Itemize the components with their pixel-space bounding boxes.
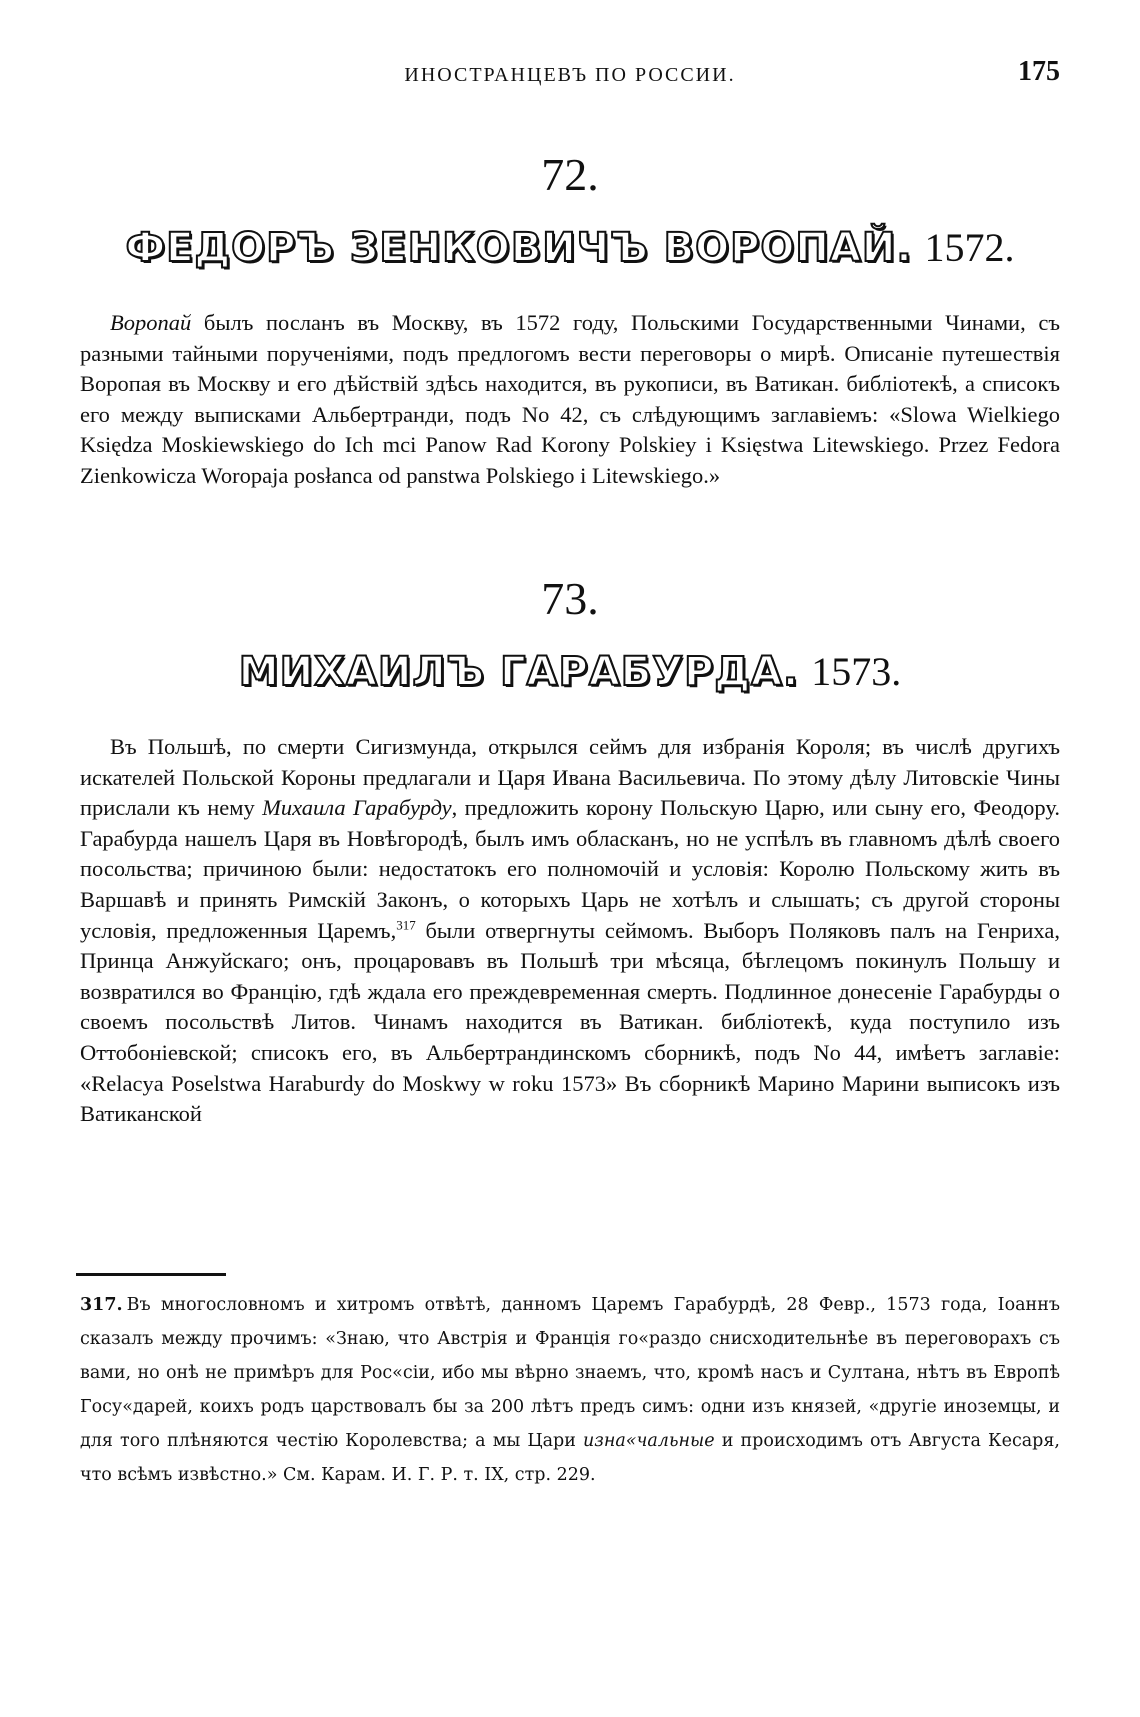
footnote-reference[interactable]: 317 [396, 917, 416, 933]
section-number-72: 72. [541, 149, 599, 200]
section-year-72: 1572. [924, 225, 1015, 270]
footnote-text-1: Въ многословномъ и хитромъ отвѣтѣ, данномъ Царемъ Гарабурдѣ, 28 Февр., 1573 года, Іоаннъ сказалъ между прочимъ: «Знаю, что Австрія и Франція го«раздо снисходительнѣе въ переговорахъ съ вами, но онѣ не примѣръ для Рос«сіи, ибо мы вѣрно знаемъ, что, кромѣ насъ и Султана, нѣтъ въ Европѣ Госу«дарей, коихъ родъ царствовалъ бы за 200 лѣтъ предъ симъ: одни изъ князей, «другіе иноземцы, и для того плѣняются честію Королевства; а мы Цари [80, 1295, 1060, 1451]
section-name-73: МИХАИЛЪ ГАРАБУРДА. [238, 649, 800, 695]
section-73-text-1: Въ Польшѣ, по смерти Сигизмунда, открылся сеймъ для избранія Короля; въ числѣ другихъ искателей Польской Короны предлагали и Царя Ивана Васильевича. По этому дѣлу Литовскіе Чины прислали къ нему [80, 734, 1060, 821]
section-72-lead-name: Воропай [110, 310, 192, 335]
section-name-72: ФЕДОРЪ ЗЕНКОВИЧЪ ВОРОПАЙ. [125, 225, 913, 271]
page-number: 175 [1018, 56, 1060, 87]
footnote-317 [80, 1288, 1060, 1492]
footnote-text-2: и происходимъ отъ Августа Кесаря, что всѣмъ извѣстно.» См. Карам. И. Г. Р. т. IX, стр. 229. [80, 1431, 1060, 1485]
section-73-body [80, 732, 1060, 1130]
section-73-paragraph [80, 732, 1060, 1130]
section-72-paragraph [80, 308, 1060, 492]
section-73-text-2: , предложить корону Польскую Царю, или сыну его, Феодору. Гарабурда нашелъ Царя въ Новѣгородѣ, былъ имъ обласканъ, но не успѣлъ въ главномъ дѣлѣ своего посольства; причиною были: недостатокъ его полномочій и условія: Королю Польскому жить въ Варшавѣ и принять Римскій Законъ, о которыхъ Царь не хотѣлъ и слышать; съ другой стороны условія, предложенныя Царемъ, [80, 795, 1060, 943]
section-73-text-3: были отвергнуты сеймомъ. Выборъ Поляковъ палъ на Генриха, Принца Анжуйскаго; онъ, процаровавъ въ Польшѣ три мѣсяца, бѣглецомъ покинулъ Польшу и возвратился во Францію, гдѣ ждала его преждевременная смерть. Подлинное донесеніе Гарабурды о своемъ посольствѣ Литов. Чинамъ находится въ Ватикан. библіотекѣ, куда поступило изъ Оттобоніевской; списокъ его, въ Альбертрандинскомъ сборникѣ, подъ No 44, имѣетъ заглавіе: «Relacya Poselstwa Haraburdy do Moskwy w roku 1573» Въ сборникѣ Марино Марини выписокъ изъ Ватиканской [80, 917, 1060, 1127]
running-head [80, 56, 1060, 96]
footnote-divider [76, 1273, 226, 1276]
footnote-number: 317. [80, 1295, 123, 1315]
section-73-envoy-name: Михаила Гарабурду [262, 795, 452, 821]
footnote-paragraph [80, 1288, 1060, 1492]
section-heading-73 [0, 648, 1140, 695]
section-year-73: 1573. [811, 649, 902, 694]
section-72-body [80, 308, 1060, 492]
section-heading-72 [0, 224, 1140, 271]
running-title: ИНОСТРАНЦЕВЪ ПО РОССИИ. [404, 64, 736, 86]
section-number-73: 73. [541, 573, 599, 624]
footnote-italic: изна«чальные [583, 1431, 715, 1451]
section-72-text: былъ посланъ въ Москву, въ 1572 году, Польскими Государственными Чинами, съ разными тайными порученіями, подъ предлогомъ вести переговоры о мирѣ. Описаніе путешествія Воропая въ Москву и его дѣйствій здѣсь находится, въ рукописи, въ Ватикан. библіотекѣ, а списокъ его между выписками Альбертранди, подъ No 42, съ слѣдующимъ заглавіемъ: «Slowa Wielkiego Księdza Moskiewskiego do Ich mci Panow Rad Korony Polskiey i Księstwa Litewskiego. Przez Fedora Zienkowicza Woropaja posłanca od panstwa Polskiego i Litewskiego.» [80, 310, 1060, 488]
